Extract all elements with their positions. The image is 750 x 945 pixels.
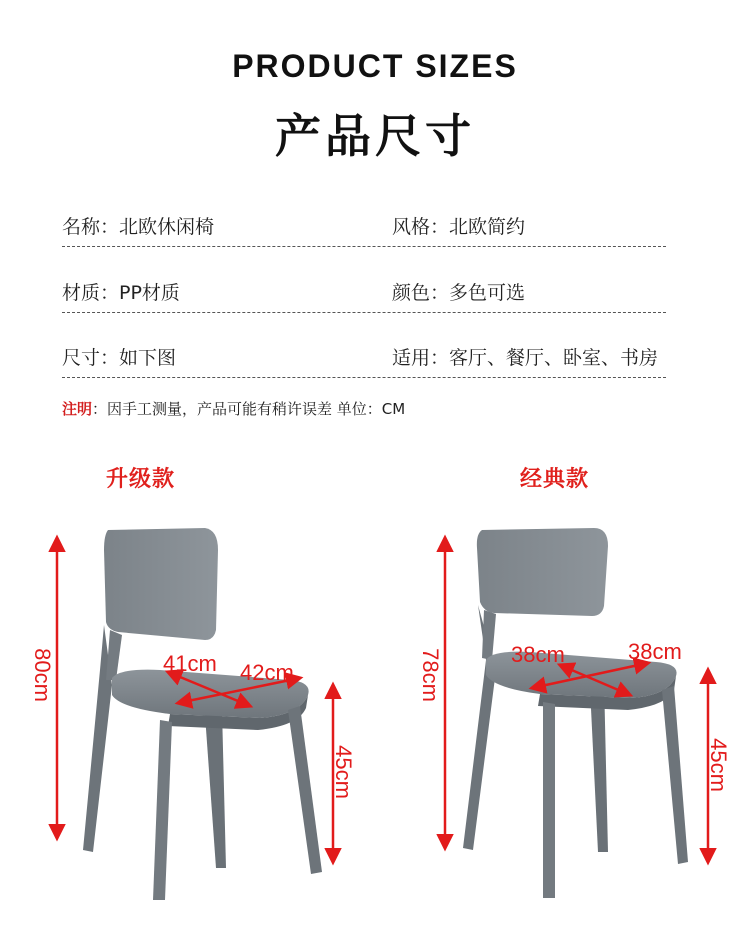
variant-classic-label: 经典款	[520, 467, 590, 492]
chair-classic	[418, 528, 731, 898]
note-text: ：因手工测量，产品可能有稍许误差 单位：CM	[92, 400, 406, 418]
spec-row	[62, 272, 666, 313]
chair-upgraded-back-leg-left	[83, 625, 112, 852]
chair-upgraded-front-leg-right	[288, 706, 322, 874]
classic-seat-width-label: 38cm	[628, 639, 682, 664]
chair-classic-backrest	[477, 528, 608, 616]
chair-illustrations	[0, 510, 750, 940]
spec-row	[62, 206, 666, 247]
spec-size: 尺寸：如下图	[62, 347, 177, 369]
chair-upgraded	[30, 528, 356, 900]
upgraded-seat-width-label: 42cm	[240, 660, 294, 685]
upgraded-height-label: 80cm	[30, 648, 55, 702]
classic-seat-height-label: 45cm	[706, 738, 731, 792]
chair-classic-back-post	[482, 610, 496, 660]
spec-color: 颜色：多色可选	[392, 282, 526, 304]
upgraded-seat-height-label: 45cm	[331, 745, 356, 799]
classic-seat-depth-label: 38cm	[511, 642, 565, 667]
title-english: PRODUCT SIZES	[232, 48, 518, 84]
spec-material: 材质：PP材质	[62, 282, 180, 304]
classic-height-label: 78cm	[418, 648, 443, 702]
measurement-note	[62, 398, 405, 419]
chair-upgraded-front-leg-left	[153, 720, 172, 900]
variant-upgraded-label: 升级款	[106, 467, 176, 492]
spec-usage: 适用：客厅、餐厅、卧室、书房	[392, 347, 659, 369]
title-chinese: 产品尺寸	[275, 109, 475, 163]
note-label: 注明	[62, 400, 93, 418]
spec-row	[62, 337, 666, 378]
chair-classic-front-leg-left	[543, 702, 555, 898]
chair-classic-front-leg-right	[662, 686, 688, 864]
spec-name: 名称：北欧休闲椅	[62, 216, 215, 238]
chair-upgraded-backrest	[104, 528, 218, 640]
chair-upgraded-back-post	[106, 630, 122, 680]
spec-style: 风格：北欧简约	[392, 216, 526, 238]
upgraded-seat-depth-label: 41cm	[163, 651, 217, 676]
